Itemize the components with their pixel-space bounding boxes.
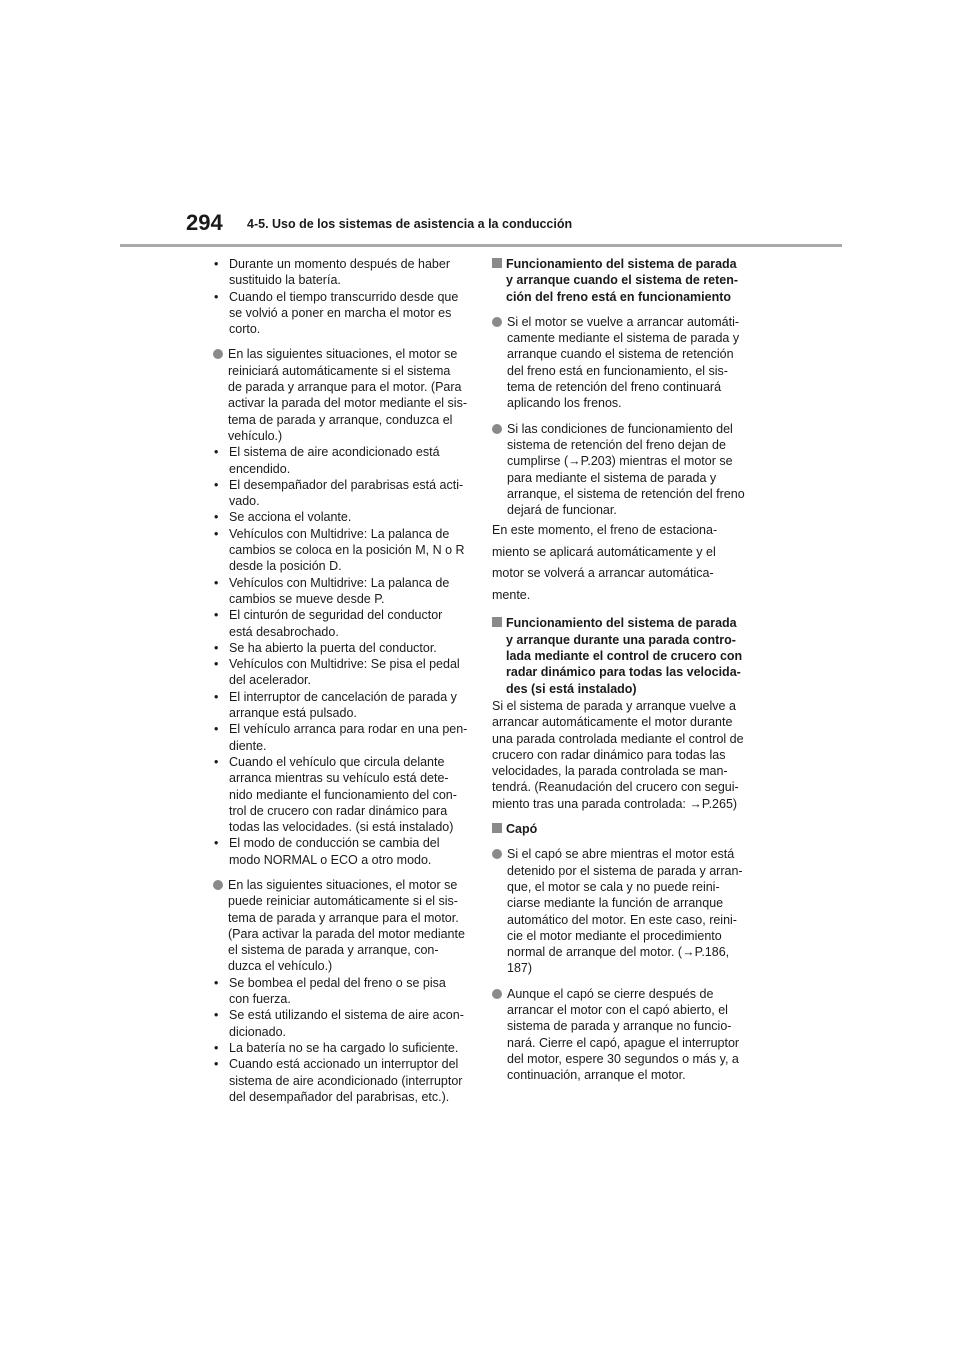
list-item: • El interruptor de cancelación de parada y arranque está pulsado. (214, 689, 457, 721)
square-bullet-icon (492, 258, 502, 268)
list-item: • El cinturón de seguridad del conductor está desabrochado. (214, 608, 443, 639)
circle-item-brake-hold-stop: Si las condiciones de funcionamiento del sistema de retención del freno dejan de cumplirse (→P.203) mientras el motor se para mediante el sistema de parada y arranque, el sistema de retención del freno dejará de funcionar. (492, 421, 754, 519)
list-item: • Vehículos con Multidrive: La palanca de cambios se coloca en la posición M, N o R desde la posición D. (214, 526, 465, 574)
list-item: • El desempañador del parabrisas está acti- vado. (214, 477, 464, 509)
right-column (492, 256, 754, 1083)
heading-brake-hold: Funcionamiento del sistema de parada y arranque cuando el sistema de reten- ción del freno está en funcionamiento (492, 256, 754, 305)
list-item: • Cuando está accionado un interruptor del sistema de aire acondicionado (interruptor del desempañador del parabrisas, etc.). (214, 1057, 463, 1104)
square-bullet-icon (492, 823, 502, 833)
list-item: • Se acciona el volante. (214, 510, 352, 525)
list-item: • La batería no se ha cargado lo suficiente. (214, 1040, 459, 1055)
header-rule (120, 244, 842, 247)
restart-bullet-list (213, 444, 475, 868)
list-item: • Cuando el tiempo transcurrido desde que se volvió a poner en marcha el motor es corto. (214, 289, 459, 337)
left-column (213, 256, 475, 1105)
square-bullet-icon (492, 617, 502, 627)
section-title: 4-5. Uso de los sistemas de asistencia a la conducción (247, 217, 573, 231)
circle-item-brake-hold-continue: Si el motor se vuelve a arrancar automáti- camente mediante el sistema de parada y arranque cuando el sistema de retención del freno está en funcionamiento, el sis- tema de retención del freno continuará aplicando los frenos. (492, 314, 754, 412)
circle-item-hood-closed: Aunque el capó se cierre después de arrancar el motor con el capó abierto, el sistema de parada y arranque no funcio- nará. Cierre el capó, apague el interruptor del motor, espere 30 segundos o más y, a continuación, arranque el motor. (492, 986, 754, 1084)
circle-bullet-icon (492, 317, 502, 327)
circle-item-hood-open: Si el capó se abre mientras el motor está detenido por el sistema de parada y arran- que, el motor se cala y no puede reini- ciarse mediante la función de arranque automático del motor. En este caso, reini- cie el motor mediante el procedimiento normal de arranque del motor. (→P.186, 187) (492, 846, 754, 976)
list-item: • Vehículos con Multidrive: La palanca de cambios se mueve desde P. (214, 575, 450, 606)
circle-bullet-icon (492, 849, 502, 859)
page-number: 294 (186, 210, 223, 235)
list-item: • El modo de conducción se cambia del modo NORMAL o ECO a otro modo. (214, 836, 440, 867)
list-item: • Vehículos con Multidrive: Se pisa el pedal del acelerador. (214, 657, 460, 688)
possible-restart-bullet-list (213, 975, 475, 1105)
heading-radar-cruise: Funcionamiento del sistema de parada y arranque durante una parada contro- lada mediante el control de crucero con radar dinámico para todas las velocida- des (si está instalado) (492, 615, 754, 696)
intro-bullet-list (213, 256, 475, 337)
circle-bullet-icon (213, 349, 223, 359)
paragraph-parking-brake: En este momento, el freno de estaciona- miento se aplicará automáticamente y el motor se volverá a arrancar automática- mente. (492, 523, 718, 602)
paragraph-radar-cruise: Si el sistema de parada y arranque vuelve a arrancar automáticamente el motor durante una parada controlada mediante el control de crucero con radar dinámico para todas las velocidades, la parada controlada se man- tendrá. (Reanudación del crucero con segui- miento tras una parada controlada: →P.265) (492, 698, 744, 811)
list-item: • Se está utilizando el sistema de aire acon- dicionado. (214, 1008, 464, 1039)
circle-item-possible-restart: En las siguientes situaciones, el motor se puede reiniciar automáticamente si el sis- tema de parada y arranque para el motor. (Para activar la parada del motor mediante el sistema de parada y arranque, con- duzca el vehículo.) (213, 877, 475, 975)
circle-item-restart-conditions: En las siguientes situaciones, el motor se reiniciará automáticamente si el sistema de parada y arranque para el motor. (Para activar la parada del motor mediante el sis- tema de parada y arranque, conduzca el vehículo.) (213, 346, 475, 444)
list-item: • Se ha abierto la puerta del conductor. (214, 640, 437, 655)
list-item: • Cuando el vehículo que circula delante arranca mientras su vehículo está dete- nido mediante el funcionamiento del con- trol de crucero con radar dinámico para todas las velocidades. (si está instalado) (214, 754, 457, 835)
circle-bullet-icon (492, 989, 502, 999)
list-item: • Se bombea el pedal del freno o se pisa con fuerza. (214, 975, 446, 1007)
circle-bullet-icon (492, 424, 502, 434)
circle-bullet-icon (213, 880, 223, 890)
list-item: • El vehículo arranca para rodar en una pen- diente. (214, 722, 468, 753)
list-item: • El sistema de aire acondicionado está encendido. (214, 445, 440, 476)
list-item: • Durante un momento después de haber sustituido la batería. (214, 257, 450, 288)
heading-hood: Capó (492, 821, 754, 837)
